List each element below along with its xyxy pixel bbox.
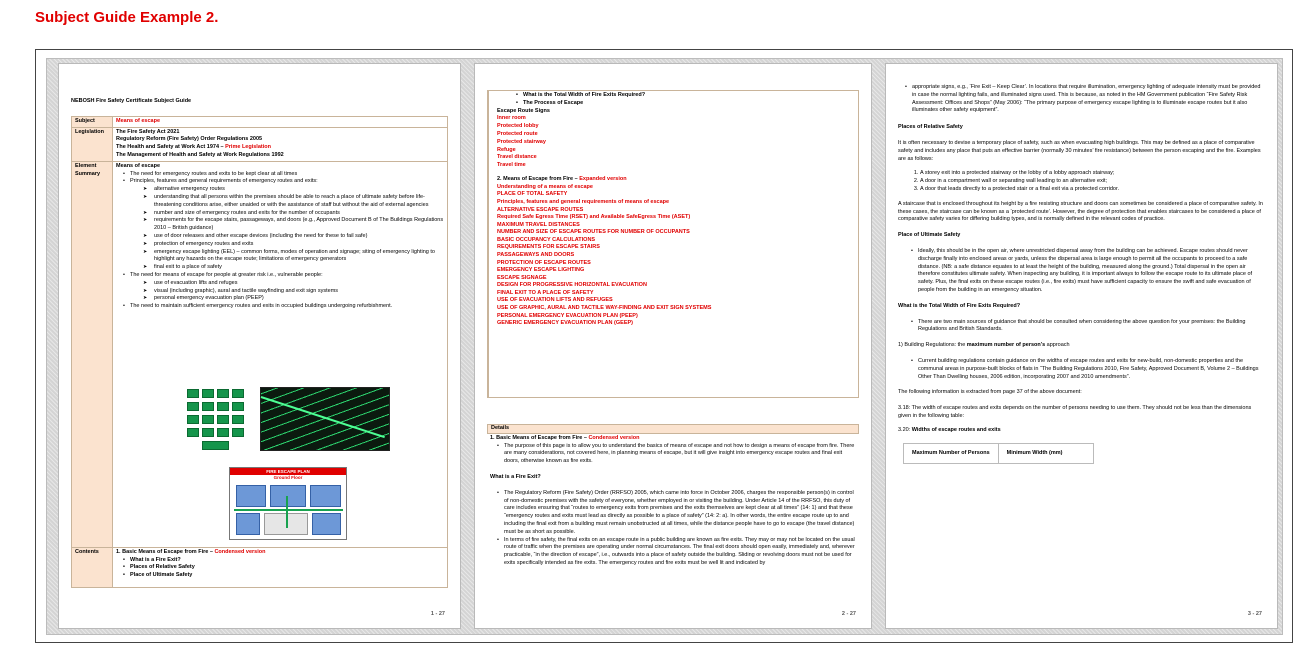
relative-safety-paragraph-2: A staircase that is enclosed throughout its height by a fire resisting structure and doors can sometimes be considered a place of comparative safety. In these cases, the staircase can be known as a ‘protected route’. However, the degree of protection that enables staircases to be considered a place of comparative safety varies for differing building types, and is normally defined in the relevant codes of practice. <box>898 200 1263 223</box>
term-item: Protected lobby <box>497 123 539 130</box>
summary-bullet: • The need for emergency routes and exits to be kept clear at all times <box>130 171 444 179</box>
summary-bullet: Principles, features and general requirements of emergency routes and exits: <box>130 178 318 185</box>
legislation-item: The Fire Safety Act 2021 <box>116 128 180 135</box>
legislation-item: Regulatory Reform (Fire Safety) Order Regulations 2005 <box>116 136 263 143</box>
details-paragraph: • The purpose of this page is to allow you to understand the basics of means of escape and not how to design a means of escape from fire. There are many considerations, not covered here, in planning means of escape, but it will give insight into emergency escape routes and final exit doors, otherwise known as fire exits. <box>504 443 856 466</box>
page-number: 2 - 27 <box>841 611 856 618</box>
term-item: Protected stairway <box>497 138 546 145</box>
exit-sign-icon <box>232 428 244 437</box>
summary-subitem: ➤ personal emergency evacuation plan (PEEP) <box>154 295 444 303</box>
p320-bold: Widths of escape routes and exits <box>911 426 1001 433</box>
expanded-item: PERSONAL EMERGENCY EVACUATION PLAN (PEEP) <box>497 312 638 319</box>
ultimate-safety-paragraph: • Ideally, this should be in the open air, where unrestricted dispersal away from the building can be achieved. Escape routes should never discharge finally into enclosed areas or yards, unless the dispersal area is large enough to permit all the occupants to proceed to a safe distance. (NB: a safe distance equates to at least the height of the building, measured along the ground.) Total dispersal in the open air therefore constitutes ultimate safety. When inspecting any building, it is important always to follow the escape route to its ultimate place of safety. Plus, the final exits on these escape routes (i.e., fire exits) must have sufficient capacity to ensure the swift and safe evacuation of people from the building in an emergency situation. <box>918 248 1265 295</box>
summary-subitem: ➤ visual (including graphic), aural and tactile wayfinding and exit sign systems <box>154 288 444 296</box>
page-1 <box>58 63 461 629</box>
exit-sign-icon <box>202 415 214 424</box>
exit-sign-icon <box>232 415 244 424</box>
plan-subtitle: Ground Floor <box>273 475 303 480</box>
prime-legislation-tag: Prime Legislation <box>225 144 271 151</box>
viewer-frame <box>35 49 1293 643</box>
exit-sign-icon <box>202 389 214 398</box>
total-width-paragraph: • There are two main sources of guidance that should be consulted when considering the above question for your premises: the Building Regulations and British Standards. <box>918 319 1265 335</box>
summary-subitem: ➤ understanding that all persons within the premises should be able to reach a place of ultimate safety before life-threatening conditions arise, either unaided or with the assistance of staff but without the aid of external agencies <box>154 194 444 210</box>
total-width-heading: What is the Total Width of Fire Exits Required? <box>898 302 1021 309</box>
plan-room <box>312 513 341 535</box>
contents-item: • What is a Fire Exit? <box>130 557 444 565</box>
widths-col-header: Minimum Width (mm) <box>998 443 1093 464</box>
summary-subitem: ➤ use of evacuation lifts and refuges <box>154 280 444 288</box>
exit-sign-icon <box>232 389 244 398</box>
expanded-item: PLACE OF TOTAL SAFETY <box>497 191 568 198</box>
extract-note: The following information is extracted from page 37 of the above document: <box>898 389 1082 396</box>
fire-exit-heading: What is a Fire Exit? <box>490 473 541 480</box>
fire-exit-paragraph: • In terms of fire safety, the final exits on an escape route in a public building are known as fire exits. They may or may not be located on the usual route of traffic when the premises are operating under normal circumstances. The final exit doors should open easily, immediately and, wherever practicable, “in the direction of escape”, i.e., outwards into a place of safety outside the building. Sliding or revolving doors must not be used for exits specifically intended as fire exits. The emergency routes and fire exits must be well lit and indicated by <box>504 537 856 568</box>
summary-subitem: ➤ requirements for the escape stairs, passageways, and doors (e.g., Approved Document B of The Buildings Regulations 2010 – British guidance) <box>154 217 444 233</box>
term-item: Travel distance <box>497 154 537 161</box>
details-label: Details <box>487 424 859 434</box>
term-item: Inner room <box>497 115 526 122</box>
exit-sign-icon <box>202 402 214 411</box>
expanded-item: MAXIMUM TRAVEL DISTANCES <box>497 221 580 228</box>
plan-room <box>236 513 260 535</box>
expanded-item: ALTERNATIVE ESCAPE ROUTES <box>497 206 584 213</box>
exit-sign-icon <box>202 428 214 437</box>
expanded-item: USE OF GRAPHIC, AURAL AND TACTILE WAY-FINDING AND EXIT SIGN SYSTEMS <box>497 305 712 312</box>
contents-label: Contents <box>72 547 113 587</box>
section2-title: 2. Means of Escape from Fire – <box>497 175 580 182</box>
page-number: 3 - 27 <box>1247 611 1262 618</box>
expanded-tag: Expanded version <box>579 175 627 182</box>
summary-subitem: ➤ protection of emergency routes and exits <box>154 241 444 249</box>
widths-col-header: Maximum Number of Persons <box>904 443 999 464</box>
escape-route-line <box>234 509 343 511</box>
expanded-item: ESCAPE SIGNAGE <box>497 274 547 281</box>
relative-safety-heading: Places of Relative Safety <box>898 124 963 131</box>
legislation-item: The Health and Safety at Work Act 1974 – <box>116 144 226 151</box>
details-title: 1. Basic Means of Escape from Fire – <box>490 434 589 441</box>
term-item: Travel time <box>497 162 526 169</box>
summary-subitem: ➤ alternative emergency routes <box>154 186 444 194</box>
legislation-label: Legislation <box>72 127 113 161</box>
widths-table <box>903 443 1094 465</box>
exit-sign-icon <box>217 389 229 398</box>
plan-room <box>310 485 341 507</box>
contents-title: 1. Basic Means of Escape from Fire – <box>116 548 215 555</box>
relative-safety-item: 2. A door in a compartment wall or separating wall leading to an alternative exit; <box>920 178 1265 186</box>
expanded-item: DESIGN FOR PROGRESSIVE HORIZONTAL EVACUATION <box>497 282 647 289</box>
fire-exit-paragraph: • The Regulatory Reform (Fire Safety) Order (RRFSO) 2005, which came into force in October 2006, charges the responsible person(s) in control of non-domestic premises with the safety of everyone, whether employed in or visiting the building. Under Article 14 of the RRFSO, this duty of care includes ensuring that “routes to emergency exits from premises and the exits themselves are kept clear at all times” (14: 1) and that these “emergency routes and exits must lead as directly as possible to a place of safety” (14: 2: a). In other words, the entire escape route up to and including the final exit from a building must remain unobstructed at all times, while the distance people have to go to escape (the travel distance) must be as short as possible. <box>504 490 856 537</box>
element-title: Means of escape <box>116 162 161 169</box>
paragraph-3-18: 3.18: The width of escape routes and exits depends on the number of persons needing to use them. They should not be less than the dimensions given in the following table: <box>898 405 1252 419</box>
exit-sign-icon <box>217 428 229 437</box>
exit-signs-image <box>187 389 247 451</box>
building-regs-paragraph: • Current building regulations contain guidance on the widths of escape routes and exits for new-build, non-domestic properties and the communal areas in purpose-built blocks of flats in “The Building Regulations 2010, Fire Safety, Approved Document B, Volume 2 – Buildings Other Than Dwelling houses, 2006 edition, incorporating 2007 and 2010 amendments”. <box>918 358 1265 381</box>
subject-value: Means of escape <box>116 117 161 124</box>
term-item: Protected route <box>497 130 538 137</box>
escape-route-line <box>286 496 288 528</box>
contents-item: • The Process of Escape <box>523 100 850 108</box>
photoluminescent-stairs-image <box>260 387 390 451</box>
summary-subitem: ➤ use of door releases and other escape devices (including the need for these to fail safe) <box>154 233 444 241</box>
page-3 <box>885 63 1278 629</box>
expanded-item: REQUIREMENTS FOR ESCAPE STAIRS <box>497 244 600 251</box>
contents-item: • Place of Ultimate Safety <box>130 572 444 580</box>
relative-safety-paragraph: It is often necessary to devise a temporary place of safety, such as when evacuating high buildings. This may be defined as a place of comparative safety and includes any place that puts an effective barrier (normally 30 minutes’ fire resistance) between the person escaping and the fire. Examples are as follows: <box>898 139 1261 162</box>
plan-room <box>236 485 266 507</box>
expanded-item: FINAL EXIT TO A PLACE OF SAFETY <box>497 289 594 296</box>
legislation-item: The Management of Health and Safety at Work Regulations 1992 <box>116 151 284 158</box>
expanded-item: EMERGENCY ESCAPE LIGHTING <box>497 267 585 274</box>
relative-safety-item: 3. A door that leads directly to a protected stair or a final exit via a protected corridor. <box>920 186 1265 194</box>
expanded-item: PROTECTION OF ESCAPE ROUTES <box>497 259 591 266</box>
intro-paragraph: • appropriate signs, e.g., ‘Fire Exit – Keep Clear’. In locations that require illumination, emergency lighting of adequate intensity must be provided in case the normal lighting fails, and illuminated signs used. This is because, as noted in the HM Government publication “Fire Safety Risk Assessment: Offices and Shops” (May 2006): “The primary purpose of emergency escape lighting is to illuminate escape routes but it also illuminates other safety equipment”. <box>912 84 1265 115</box>
summary-subitem: ➤ emergency escape lighting (EEL) – common forms, modes of operation and signage; siting of emergency lighting to highlight any hazards on the escape route; limitations of emergency generators <box>154 249 444 265</box>
escape-route-signs: Escape Route Signs <box>497 107 550 114</box>
exit-sign-icon <box>187 389 199 398</box>
expanded-item: NUMBER AND SIZE OF ESCAPE ROUTES FOR NUMBER OF OCCUPANTS <box>497 229 690 236</box>
exit-sign-icon <box>217 415 229 424</box>
condensed-tag: Condensed version <box>588 434 640 441</box>
expanded-item: Required Safe Egress Time (RSET) and Available SafeEgress Time (ASET) <box>497 214 691 221</box>
stair-rail <box>261 396 385 438</box>
expanded-item: BASIC OCCUPANCY CALCULATIONS <box>497 236 596 243</box>
plan-room <box>270 485 306 507</box>
exit-sign-icon <box>187 415 199 424</box>
details-section <box>487 424 859 569</box>
summary-bullet: The need for means of escape for people at greater risk i.e., vulnerable people: <box>130 271 323 278</box>
ultimate-safety-heading: Place of Ultimate Safety <box>898 232 961 239</box>
contents-item: • Places of Relative Safety <box>130 564 444 572</box>
document-heading: Subject Guide Example 2. <box>35 9 219 26</box>
expanded-item: Principles, features and general requirements of means of escape <box>497 198 670 205</box>
doc-title: NEBOSH Fire Safety Certificate Subject Guide <box>71 98 192 104</box>
expanded-item: GENERIC EMERGENCY EVACUATION PLAN (GEEP) <box>497 320 633 327</box>
br-prefix: 1) Building Regulations: the <box>898 342 967 349</box>
multi-page-viewer[interactable] <box>46 58 1283 635</box>
contents-continuation <box>487 90 859 398</box>
p320-prefix: 3.20: <box>898 426 912 433</box>
exit-sign-icon <box>217 402 229 411</box>
expanded-item: PASSAGEWAYS AND DOORS <box>497 251 575 258</box>
element-summary-label: Element Summary <box>72 161 113 547</box>
exit-sign-icon <box>187 428 199 437</box>
contents-item: • What is the Total Width of Fire Exits Required? <box>523 92 850 100</box>
fire-escape-plan-image <box>229 467 347 540</box>
plan-title: FIRE ESCAPE PLAN <box>230 468 346 475</box>
page-2 <box>474 63 872 629</box>
br-bold: maximum number of person’s <box>966 342 1046 349</box>
condensed-tag: Condensed version <box>214 548 266 555</box>
term-item: Refuge <box>497 146 516 153</box>
expanded-item: Understanding of a means of escape <box>497 183 593 190</box>
expanded-item: USE OF EVACUATION LIFTS AND REFUGES <box>497 297 613 304</box>
summary-subitem: ➤ number and size of emergency routes and exits for the number of occupants <box>154 210 444 218</box>
subject-label: Subject <box>72 116 113 127</box>
exit-sign-icon <box>232 402 244 411</box>
relative-safety-item: 1. A storey exit into a protected stairway or the lobby of a lobby approach stairway; <box>920 170 1265 178</box>
exit-sign-icon <box>187 402 199 411</box>
summary-subitem: ➤ final exit to a place of safety <box>154 264 444 272</box>
fire-exit-sign-icon <box>202 441 229 450</box>
page-number: 1 - 27 <box>430 611 445 618</box>
summary-bullet: • The need to maintain sufficient emergency routes and exits in occupied buildings undergoing refurbishment. <box>130 303 444 311</box>
br-suffix: approach <box>1045 342 1070 349</box>
